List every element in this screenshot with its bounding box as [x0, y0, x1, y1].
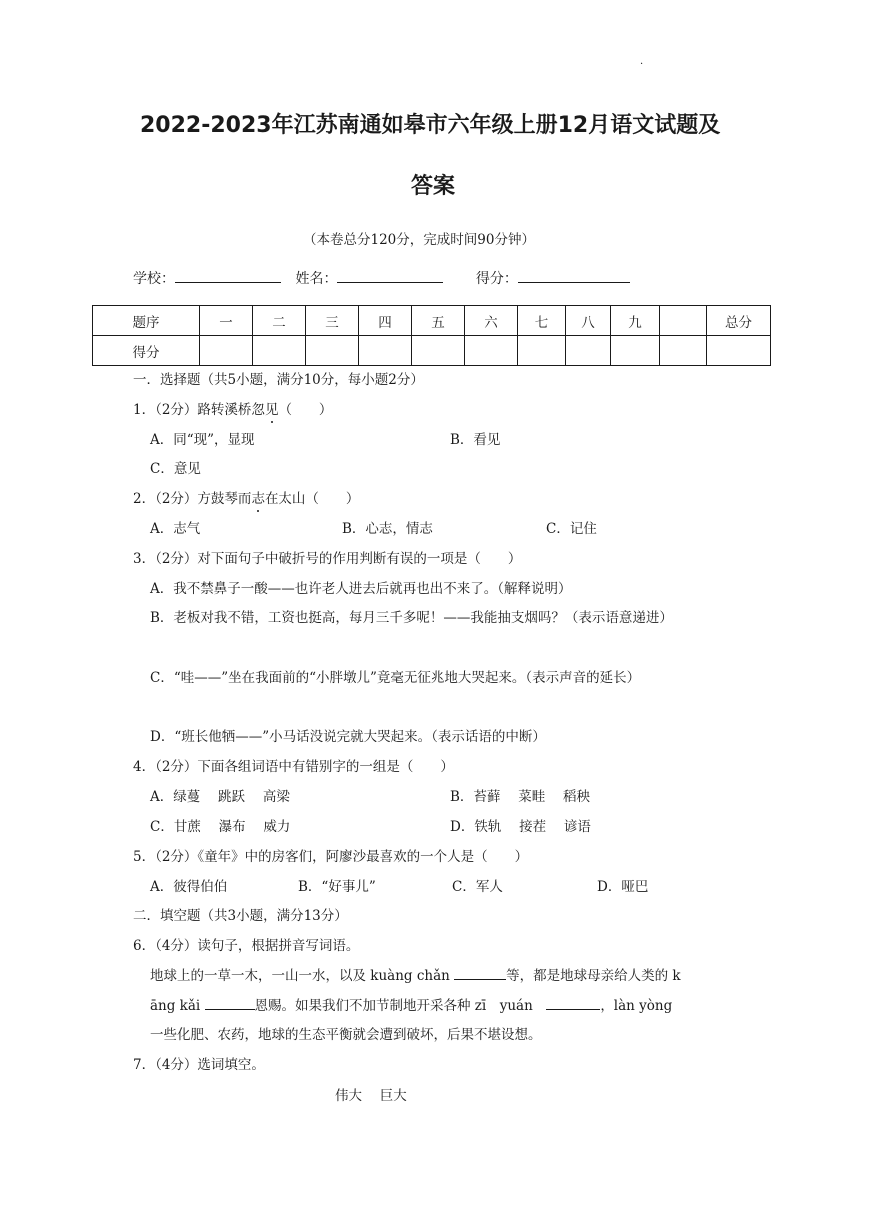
- table-cell: 七: [518, 306, 566, 336]
- q1-option-b: B．看见: [450, 432, 501, 448]
- table-cell: 总分: [707, 306, 771, 336]
- q3-option-a: A．我不禁鼻子一酸——也许老人进去后就再也出不来了。（解释说明）: [150, 581, 572, 597]
- table-cell: 八: [566, 306, 611, 336]
- q4-option-d: D．铁轨 接茬 谚语: [450, 819, 591, 835]
- table-cell[interactable]: [660, 336, 707, 366]
- section1-heading: 一．选择题（共5小题，满分10分，每小题2分）: [133, 372, 424, 388]
- table-cell: 题序: [93, 306, 200, 336]
- table-cell: 得分: [93, 336, 200, 366]
- q2-stem: 2．（2分）方鼓琴而志在太山（ ）: [133, 491, 360, 507]
- q7-stem: 7．（4分）选词填空。: [133, 1057, 265, 1073]
- q2-option-b: B．心志，情志: [342, 521, 433, 537]
- name-field[interactable]: [337, 268, 443, 283]
- q1-option-c: C．意见: [150, 461, 201, 477]
- table-cell[interactable]: [253, 336, 306, 366]
- table-cell[interactable]: [306, 336, 359, 366]
- q1-stem: 1．（2分）路转溪桥忽见（ ）: [133, 402, 333, 418]
- name-label: 姓名：: [295, 271, 338, 287]
- table-cell: 五: [412, 306, 465, 336]
- q5-option-b: B．“好事儿”: [298, 879, 376, 895]
- q4-option-c: C．甘蔗 瀑布 威力: [150, 819, 291, 835]
- score-table: [92, 305, 771, 366]
- q6-blank-3[interactable]: [546, 995, 600, 1010]
- q2-dotted-char: 志: [251, 491, 265, 507]
- table-cell[interactable]: [200, 336, 253, 366]
- q7-word-choices: 伟大 巨大: [335, 1088, 407, 1104]
- table-cell[interactable]: [566, 336, 611, 366]
- table-cell[interactable]: [465, 336, 518, 366]
- table-row: [93, 336, 771, 366]
- table-cell[interactable]: [707, 336, 771, 366]
- q2-option-c: C．记住: [546, 521, 597, 537]
- q4-stem: 4．（2分）下面各组词语中有错别字的一组是（ ）: [133, 759, 454, 775]
- table-cell[interactable]: [611, 336, 660, 366]
- q4-option-b: B．苔藓 菜畦 稻秧: [450, 789, 591, 805]
- table-cell: 六: [465, 306, 518, 336]
- q5-option-c: C．军人: [452, 879, 503, 895]
- table-cell[interactable]: [412, 336, 465, 366]
- table-cell: 九: [611, 306, 660, 336]
- table-cell: 二: [253, 306, 306, 336]
- school-label: 学校：: [133, 271, 175, 287]
- q5-option-d: D．哑巴: [597, 879, 649, 895]
- q1-option-a: A．同“现”，显现: [150, 432, 255, 448]
- q6-line2: āng kǎi 恩赐。如果我们不加节制地开采各种 zī yuán ，làn yòng: [150, 994, 672, 1014]
- section2-heading: 二．填空题（共3小题，满分13分）: [133, 908, 348, 924]
- score-label: 得分：: [475, 271, 518, 287]
- q1-dotted-char: 见: [264, 402, 279, 418]
- table-cell[interactable]: [359, 336, 412, 366]
- score-field[interactable]: [518, 268, 630, 283]
- table-cell: 一: [200, 306, 253, 336]
- q6-blank-1[interactable]: [454, 965, 506, 980]
- table-cell: 三: [306, 306, 359, 336]
- q5-stem: 5．（2分）《童年》中的房客们，阿廖沙最喜欢的一个人是（ ）: [133, 849, 529, 865]
- table-cell: 四: [359, 306, 412, 336]
- q6-line3: 一些化肥、农药，地球的生态平衡就会遭到破坏，后果不堪设想。: [150, 1027, 542, 1043]
- q5-option-a: A．彼得伯伯: [150, 879, 228, 895]
- table-cell[interactable]: [518, 336, 566, 366]
- q6-blank-2[interactable]: [205, 995, 255, 1010]
- q3-option-d: D．“班长他牺——”小马话没说完就大哭起来。（表示话语的中断）: [150, 729, 546, 745]
- page-title: 2022-2023年江苏南通如皋市六年级上册12月语文试题及: [140, 113, 721, 138]
- page-title-line2: 答案: [411, 174, 456, 199]
- q4-option-a: A．绿蔓 跳跃 高梁: [150, 789, 290, 805]
- q6-stem: 6．（4分）读句子，根据拼音写词语。: [133, 938, 360, 954]
- info-line: [133, 268, 630, 288]
- q2-option-a: A．志气: [150, 521, 201, 537]
- q3-option-b: B．老板对我不错，工资也挺高，每月三千多呢！——我能抽支烟吗？（表示语意递进）: [150, 610, 673, 626]
- q3-option-c: C．“哇——”坐在我面前的“小胖墩儿”竟毫无征兆地大哭起来。（表示声音的延长）: [150, 670, 641, 686]
- table-row: [93, 306, 771, 336]
- q3-stem: 3．（2分）对下面句子中破折号的作用判断有误的一项是（ ）: [133, 551, 522, 567]
- subtitle: （本卷总分120分，完成时间90分钟）: [303, 232, 535, 248]
- table-cell: [660, 306, 707, 336]
- header-mark: .: [640, 56, 644, 67]
- school-field[interactable]: [175, 268, 281, 283]
- q6-line1: 地球上的一草一木，一山一水，以及 kuàng chǎn 等，都是地球母亲给人类的 k: [150, 964, 681, 984]
